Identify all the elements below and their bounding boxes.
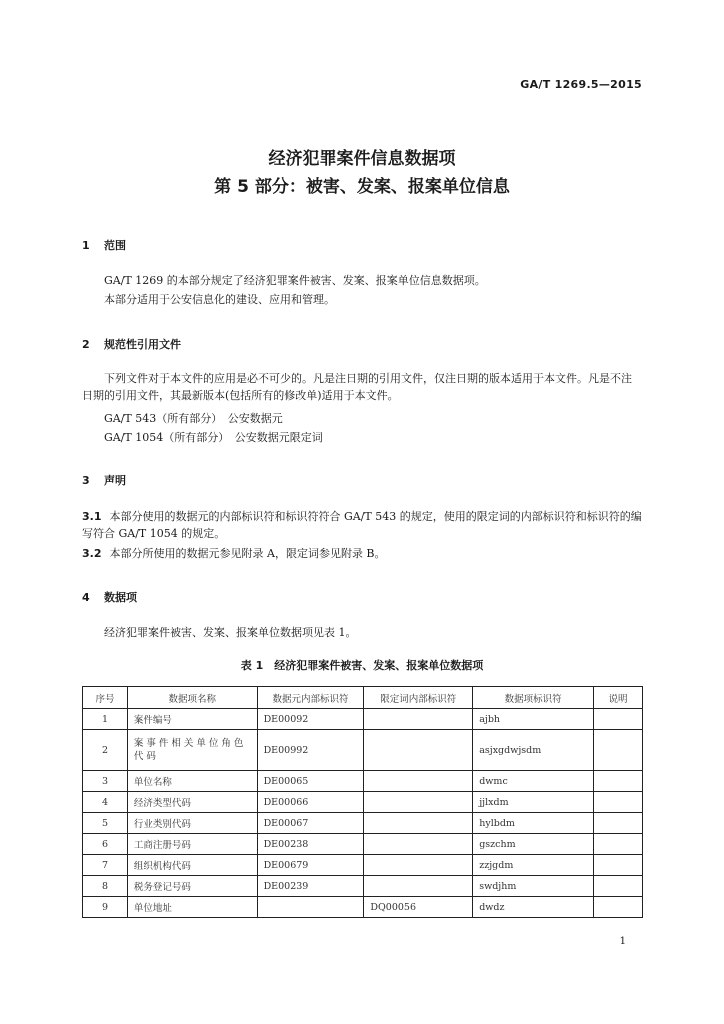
section-title: 规范性引用文件: [104, 338, 181, 351]
cell-element-id: [257, 897, 364, 918]
cell-element-id: DE00238: [257, 834, 364, 855]
cell-item-name: 工商注册号码: [127, 834, 257, 855]
table-header-row: [83, 687, 643, 709]
cell-index: 7: [83, 855, 128, 876]
cell-note: [594, 792, 643, 813]
cell-index: 9: [83, 897, 128, 918]
table-row: [83, 730, 643, 771]
section-title: 数据项: [104, 591, 137, 604]
section-number: 1: [82, 239, 90, 252]
cell-item-name: 经济类型代码: [127, 792, 257, 813]
cell-item-name: [127, 730, 257, 771]
cell-element-id: DE00067: [257, 813, 364, 834]
table-row: [83, 771, 643, 792]
table-row: [83, 709, 643, 730]
data-items-table: [82, 686, 643, 918]
cell-qualifier-id: DQ00056: [364, 897, 473, 918]
cell-item-identifier: hylbdm: [473, 813, 594, 834]
cell-note: [594, 771, 643, 792]
cell-item-identifier: gszchm: [473, 834, 594, 855]
section-1-heading: [82, 237, 126, 253]
table-row: [83, 897, 643, 918]
cell-element-id: DE00679: [257, 855, 364, 876]
clause-3-1: [82, 508, 642, 542]
column-header: 限定词内部标识符: [364, 687, 473, 709]
table-row: [83, 876, 643, 897]
document-subtitle: 第 5 部分：被害、发案、报案单位信息: [214, 177, 510, 197]
section-number: 4: [82, 591, 90, 604]
cell-qualifier-id: [364, 792, 473, 813]
cell-element-id: DE00239: [257, 876, 364, 897]
section-number: 2: [82, 338, 90, 351]
cell-note: [594, 897, 643, 918]
cell-note: [594, 834, 643, 855]
column-header: 序号: [83, 687, 128, 709]
cell-element-id: DE00066: [257, 792, 364, 813]
cell-item-name: 税务登记号码: [127, 876, 257, 897]
cell-item-name: 行业类别代码: [127, 813, 257, 834]
document-title: 经济犯罪案件信息数据项: [268, 149, 456, 169]
column-header: 数据项标识符: [473, 687, 594, 709]
cell-qualifier-id: [364, 855, 473, 876]
section-4-paragraph: 经济犯罪案件被害、发案、报案单位数据项见表 1。: [104, 626, 357, 639]
column-header: 数据元内部标识符: [257, 687, 364, 709]
cell-item-name-text: 案事件相关单位角色代码: [133, 738, 247, 762]
reference-item: GA/T 543（所有部分） 公安数据元: [104, 412, 283, 425]
cell-element-id: DE00065: [257, 771, 364, 792]
cell-index: 6: [83, 834, 128, 855]
section-title: 声明: [104, 474, 126, 487]
cell-element-id: DE00992: [257, 730, 364, 771]
section-3-heading: [82, 472, 126, 488]
table-row: [83, 813, 643, 834]
cell-item-identifier: zzjgdm: [473, 855, 594, 876]
standard-code: GA/T 1269.5—2015: [520, 78, 642, 91]
clause-text: 本部分使用的数据元的内部标识符和标识符符合 GA/T 543 的规定，使用的限定词的内部标识符和标识符的编写符合 GA/T 1054 的规定。: [82, 510, 642, 540]
cell-item-identifier: dwdz: [473, 897, 594, 918]
section-number: 3: [82, 474, 90, 487]
cell-item-name: 案件编号: [127, 709, 257, 730]
cell-item-identifier: swdjhm: [473, 876, 594, 897]
cell-item-identifier: asjxgdwjsdm: [473, 730, 594, 771]
clause-3-2: [82, 545, 642, 562]
cell-index: 4: [83, 792, 128, 813]
cell-index: 8: [83, 876, 128, 897]
cell-note: [594, 855, 643, 876]
cell-item-identifier: jjlxdm: [473, 792, 594, 813]
cell-item-name: 组织机构代码: [127, 855, 257, 876]
clause-text: 本部分所使用的数据元参见附录 A，限定词参见附录 B。: [109, 547, 386, 560]
page-number: 1: [619, 936, 626, 947]
cell-note: [594, 876, 643, 897]
clause-number: 3.2: [82, 547, 102, 560]
section-2-heading: [82, 336, 181, 352]
reference-item: GA/T 1054（所有部分） 公安数据元限定词: [104, 431, 323, 444]
cell-qualifier-id: [364, 876, 473, 897]
clause-number: 3.1: [82, 510, 102, 523]
cell-qualifier-id: [364, 709, 473, 730]
section-1-paragraph-1: GA/T 1269 的本部分规定了经济犯罪案件被害、发案、报案单位信息数据项。: [104, 274, 486, 287]
cell-note: [594, 709, 643, 730]
table-row: [83, 855, 643, 876]
section-1-paragraph-2: 本部分适用于公安信息化的建设、应用和管理。: [104, 293, 335, 306]
cell-index: 1: [83, 709, 128, 730]
cell-qualifier-id: [364, 771, 473, 792]
column-header: 说明: [594, 687, 643, 709]
cell-index: 3: [83, 771, 128, 792]
cell-index: 2: [83, 730, 128, 771]
cell-note: [594, 730, 643, 771]
cell-item-name: 单位地址: [127, 897, 257, 918]
section-2-paragraph: 下列文件对于本文件的应用是必不可少的。凡是注日期的引用文件，仅注日期的版本适用于本文件。凡是不注日期的引用文件，其最新版本(包括所有的修改单)适用于本文件。: [82, 372, 632, 402]
cell-item-identifier: ajbh: [473, 709, 594, 730]
column-header: 数据项名称: [127, 687, 257, 709]
cell-index: 5: [83, 813, 128, 834]
table-caption: 表 1 经济犯罪案件被害、发案、报案单位数据项: [240, 659, 484, 672]
cell-item-identifier: dwmc: [473, 771, 594, 792]
cell-qualifier-id: [364, 813, 473, 834]
cell-item-name: 单位名称: [127, 771, 257, 792]
cell-element-id: DE00092: [257, 709, 364, 730]
table-row: [83, 834, 643, 855]
section-title: 范围: [104, 239, 126, 252]
table-row: [83, 792, 643, 813]
cell-qualifier-id: [364, 834, 473, 855]
section-4-heading: [82, 589, 137, 605]
cell-qualifier-id: [364, 730, 473, 771]
cell-note: [594, 813, 643, 834]
